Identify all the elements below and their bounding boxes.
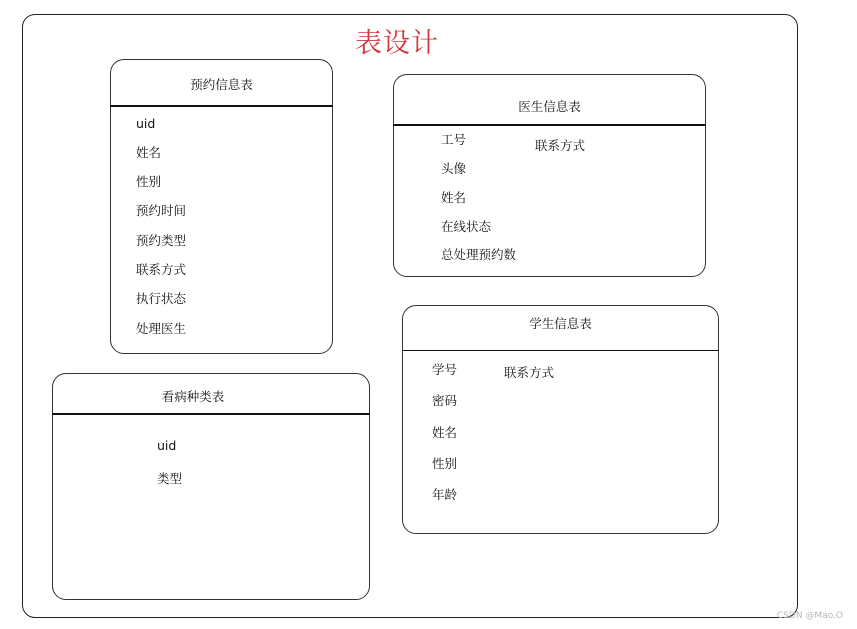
table-field: 头像 [441,161,467,176]
header-divider [402,350,719,351]
table-field: 预约时间 [136,203,187,218]
table-field: uid [157,438,177,453]
table-field: 姓名 [441,190,467,205]
table-field: 姓名 [432,425,458,440]
table-field: 执行状态 [136,291,187,306]
table-field: 处理医生 [136,321,187,336]
watermark: CSDN @Mao.O [776,611,843,621]
student-table [402,305,719,534]
header-divider [52,413,370,415]
table-field: 性别 [432,456,458,471]
header-divider [393,124,706,126]
table-side-field: 联系方式 [504,365,555,380]
table-field: 类型 [157,471,183,486]
table-field: 总处理预约数 [441,247,517,262]
table-field: 学号 [432,362,458,377]
header-divider [110,105,333,107]
table-field: 联系方式 [136,262,187,277]
doctor-table [393,74,706,277]
table-header: 看病种类表 [161,389,225,404]
table-field: 性别 [136,174,162,189]
table-side-field: 联系方式 [535,138,586,153]
table-field: 在线状态 [441,219,492,234]
table-field: 预约类型 [136,233,187,248]
disease-type-table [52,373,370,600]
table-header: 预约信息表 [190,77,253,92]
table-header: 学生信息表 [529,316,592,331]
table-field: 姓名 [136,145,162,160]
table-field: 工号 [441,132,467,147]
table-field: 密码 [432,393,458,408]
table-field: 年龄 [432,487,458,502]
diagram-title: 表设计 [355,28,439,59]
table-header: 医生信息表 [518,99,581,114]
appointment-table [110,59,333,354]
table-field: uid [136,116,156,131]
